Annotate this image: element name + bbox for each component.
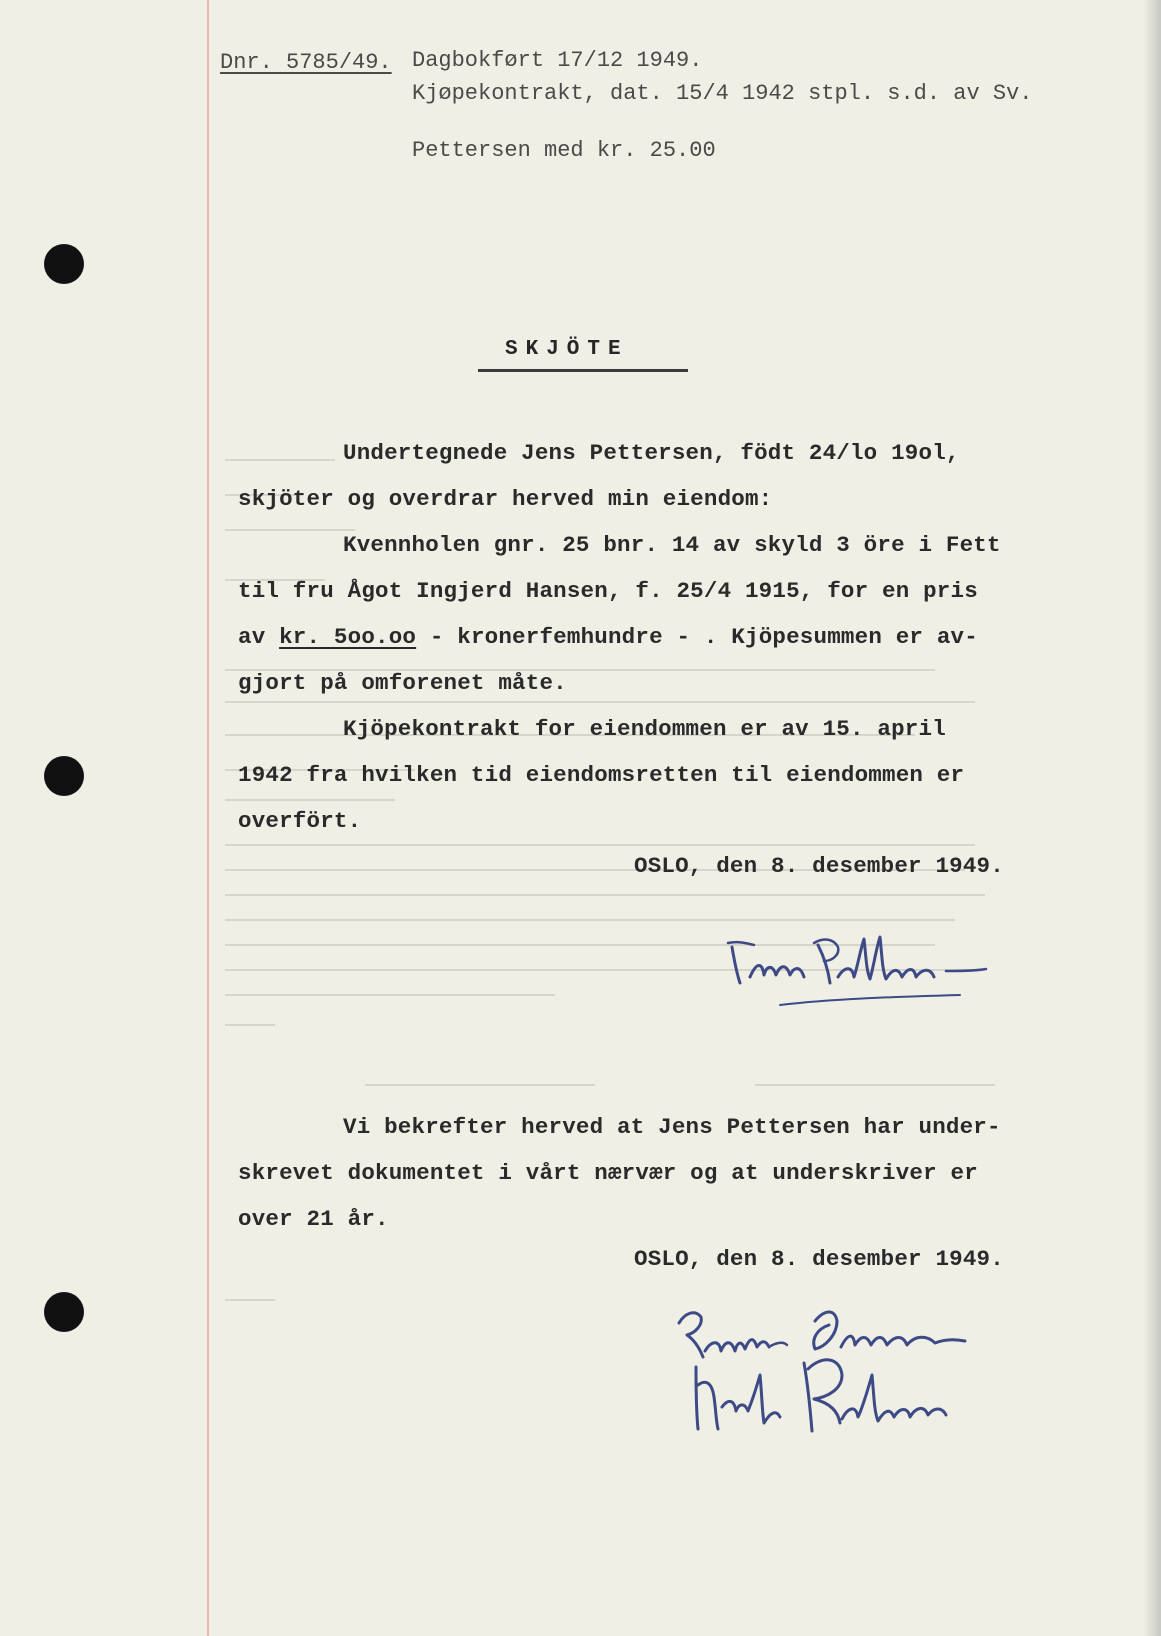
deed-line-5-prefix: av	[238, 624, 266, 650]
seller-signature	[720, 925, 1040, 1025]
witness-signature-2	[680, 1345, 980, 1455]
punch-hole-middle	[44, 756, 84, 796]
deed-line-5-rest: - kronerfemhundre - . Kjöpesummen er av-	[429, 624, 978, 650]
margin-rule	[207, 0, 209, 1636]
witness-line-1: Vi bekrefter herved at Jens Pettersen har under-	[343, 1114, 1001, 1140]
deed-line-7: Kjöpekontrakt for eiendommen er av 15. april	[343, 716, 946, 742]
purchase-contract-note: Kjøpekontrakt, dat. 15/4 1942 stpl. s.d. av Sv.	[412, 81, 1033, 106]
bleed-through-texture	[215, 440, 1055, 1340]
deed-line-3: Kvennholen gnr. 25 bnr. 14 av skyld 3 öre i Fett	[343, 532, 1001, 558]
deed-line-5	[238, 624, 978, 650]
deed-line-4: til fru Ågot Ingjerd Hansen, f. 25/4 1915, for en pris	[238, 578, 978, 604]
punch-hole-bottom	[44, 1292, 84, 1332]
deed-line-2: skjöter og overdrar herved min eiendom:	[238, 486, 773, 512]
title-underline	[478, 369, 688, 372]
witness-line-2: skrevet dokumentet i vårt nærvær og at underskriver er	[238, 1160, 978, 1186]
deed-line-1: Undertegnede Jens Pettersen, födt 24/lo 19ol,	[343, 440, 960, 466]
registration-number: Dnr. 5785/49.	[220, 50, 392, 75]
page-edge-shadow	[1143, 0, 1161, 1636]
purchase-amount: kr. 5oo.oo	[279, 624, 417, 650]
deed-line-8: 1942 fra hvilken tid eiendomsretten til eiendommen er	[238, 762, 965, 788]
registration-date: Dagbokført 17/12 1949.	[412, 48, 703, 73]
deed-line-9: overfört.	[238, 808, 362, 834]
witness-date: OSLO, den 8. desember 1949.	[634, 1246, 1004, 1272]
document-title: SKJÖTE	[505, 338, 629, 361]
punch-hole-top	[44, 244, 84, 284]
witness-line-3: over 21 år.	[238, 1206, 389, 1232]
deed-line-6: gjort på omforenet måte.	[238, 670, 567, 696]
deed-date: OSLO, den 8. desember 1949.	[634, 853, 1004, 879]
fee-note: Pettersen med kr. 25.00	[412, 138, 716, 163]
